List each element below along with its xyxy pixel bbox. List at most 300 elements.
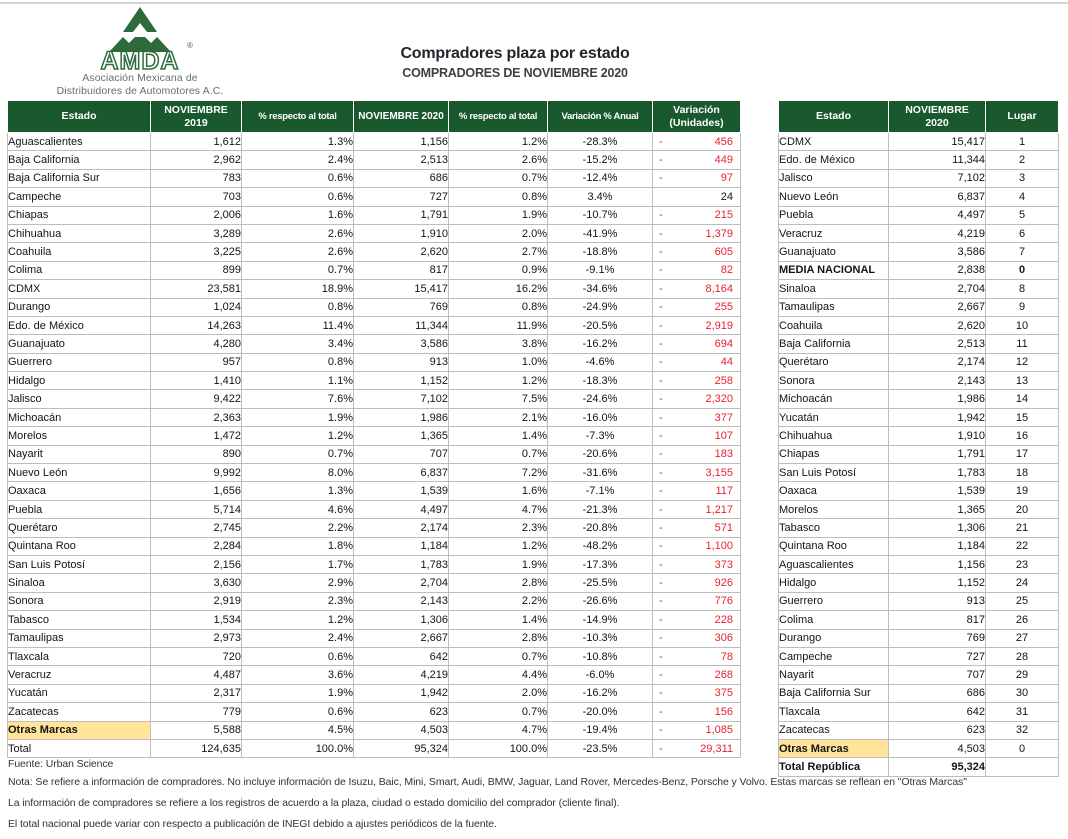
negative-dash: - — [659, 393, 663, 406]
cell-var-pct: -12.4% — [548, 169, 653, 187]
cell-nov2020: 4,503 — [889, 739, 986, 757]
cell-var-units — [653, 721, 741, 739]
cell-pct2019: 0.6% — [242, 703, 354, 721]
cell-nov2019: 1,656 — [151, 482, 242, 500]
cell-var-units — [653, 335, 741, 353]
table-row — [779, 592, 1059, 610]
cell-nov2019: 2,919 — [151, 592, 242, 610]
cell-estado: Baja California Sur — [779, 684, 889, 702]
cell-pct2020: 1.0% — [449, 353, 548, 371]
table-row — [8, 592, 741, 610]
cell-pct2020: 2.8% — [449, 574, 548, 592]
cell-nov2020: 2,174 — [354, 519, 449, 537]
cell-nov2020: 1,365 — [889, 500, 986, 518]
report-header — [232, 45, 798, 80]
var-units-value: 373 — [714, 558, 733, 571]
cell-nov2020: 4,219 — [889, 224, 986, 242]
cell-estado: Hidalgo — [779, 574, 889, 592]
negative-dash: - — [659, 595, 663, 608]
cell-pct2020: 1.4% — [449, 611, 548, 629]
cell-nov2020: 4,503 — [354, 721, 449, 739]
cell-nov2020: 2,667 — [354, 629, 449, 647]
cell-var-units — [653, 224, 741, 242]
var-units-value: 2,320 — [705, 393, 733, 406]
table-row — [779, 316, 1059, 334]
rank-col-header-nov2020: NOVIEMBRE 2020 — [889, 101, 986, 133]
cell-nov2020: 11,344 — [889, 151, 986, 169]
cell-var-units — [653, 574, 741, 592]
cell-estado: Coahuila — [8, 243, 151, 261]
var-units-value: 228 — [714, 613, 733, 626]
var-units-value: 2,919 — [705, 319, 733, 332]
cell-var-units — [653, 445, 741, 463]
cell-nov2020: 4,497 — [354, 500, 449, 518]
cell-lugar: 9 — [986, 298, 1059, 316]
cell-pct2020: 4.4% — [449, 666, 548, 684]
table-row — [779, 537, 1059, 555]
negative-dash: - — [659, 429, 663, 442]
cell-lugar: 5 — [986, 206, 1059, 224]
table-row — [8, 445, 741, 463]
cell-nov2020: 2,704 — [889, 280, 986, 298]
cell-nov2019: 14,263 — [151, 316, 242, 334]
cell-estado: Michoacán — [779, 390, 889, 408]
cell-nov2020: 1,306 — [889, 519, 986, 537]
cell-pct2020: 100.0% — [449, 739, 548, 757]
table-row — [8, 647, 741, 665]
col-header-nov2019: NOVIEMBRE 2019 — [151, 101, 242, 133]
table-row — [8, 500, 741, 518]
cell-nov2019: 2,317 — [151, 684, 242, 702]
cell-var-pct: -48.2% — [548, 537, 653, 555]
window-top-divider — [0, 2, 1068, 4]
cell-nov2020: 6,837 — [889, 188, 986, 206]
table-row — [779, 243, 1059, 261]
table-row — [8, 555, 741, 573]
cell-var-units — [653, 482, 741, 500]
cell-var-units — [653, 537, 741, 555]
negative-dash: - — [659, 135, 663, 148]
cell-nov2020: 1,986 — [354, 408, 449, 426]
cell-estado: Querétaro — [779, 353, 889, 371]
cell-nov2020: 6,837 — [354, 464, 449, 482]
table-row — [8, 684, 741, 702]
table-row — [779, 335, 1059, 353]
table-row — [779, 464, 1059, 482]
cell-pct2019: 2.4% — [242, 629, 354, 647]
table-row — [8, 316, 741, 334]
cell-estado: Quintana Roo — [8, 537, 151, 555]
brands-note: Nota: Se refiere a información de compradores. No incluye información de Isuzu, Baic, Mini, Smart, Audi, BMW, Jaguar, Land Rover, Mercedes-Benz, Porsche y Volvo. Estas marcas se reflean en "Otras Marcas" — [8, 776, 967, 788]
cell-estado: Colima — [8, 261, 151, 279]
cell-pct2019: 0.8% — [242, 353, 354, 371]
cell-estado: Otras Marcas — [8, 721, 151, 739]
negative-dash: - — [659, 558, 663, 571]
cell-lugar: 7 — [986, 243, 1059, 261]
negative-dash: - — [659, 742, 663, 755]
table-row — [779, 427, 1059, 445]
cell-pct2020: 2.0% — [449, 684, 548, 702]
col-header-pct2019: % respecto al total — [242, 101, 354, 133]
cell-pct2019: 0.8% — [242, 298, 354, 316]
cell-nov2020: 1,184 — [889, 537, 986, 555]
cell-pct2019: 7.6% — [242, 390, 354, 408]
table-row — [779, 224, 1059, 242]
cell-var-units — [653, 169, 741, 187]
cell-pct2019: 4.6% — [242, 500, 354, 518]
cell-var-units — [653, 427, 741, 445]
table-row — [779, 372, 1059, 390]
cell-estado: San Luis Potosí — [8, 555, 151, 573]
cell-pct2020: 4.7% — [449, 721, 548, 739]
cell-lugar: 0 — [986, 739, 1059, 757]
cell-nov2020: 2,838 — [889, 261, 986, 279]
cell-estado: Guanajuato — [779, 243, 889, 261]
table-row — [779, 721, 1059, 739]
cell-var-pct: -25.5% — [548, 574, 653, 592]
cell-lugar: 13 — [986, 372, 1059, 390]
table-row — [8, 261, 741, 279]
cell-var-pct: -18.8% — [548, 243, 653, 261]
cell-estado: Guanajuato — [8, 335, 151, 353]
cell-lugar: 6 — [986, 224, 1059, 242]
cell-var-pct: -17.3% — [548, 555, 653, 573]
table-row — [779, 280, 1059, 298]
cell-estado: Chihuahua — [779, 427, 889, 445]
negative-dash: - — [659, 227, 663, 240]
cell-estado: Veracruz — [779, 224, 889, 242]
negative-dash: - — [659, 301, 663, 314]
rank-col-header-estado: Estado — [779, 101, 889, 133]
table-row — [779, 500, 1059, 518]
cell-nov2020: 1,791 — [889, 445, 986, 463]
cell-nov2019: 3,289 — [151, 224, 242, 242]
cell-pct2020: 0.8% — [449, 298, 548, 316]
table-row — [779, 445, 1059, 463]
cell-estado: Yucatán — [8, 684, 151, 702]
cell-var-pct: -20.6% — [548, 445, 653, 463]
negative-dash: - — [659, 540, 663, 553]
table-row — [8, 537, 741, 555]
cell-var-units — [653, 684, 741, 702]
cell-pct2019: 11.4% — [242, 316, 354, 334]
cell-estado: Hidalgo — [8, 372, 151, 390]
source-note: Fuente: Urban Science — [8, 758, 114, 770]
negative-dash: - — [659, 411, 663, 424]
negative-dash: - — [659, 319, 663, 332]
cell-pct2020: 2.2% — [449, 592, 548, 610]
col-header-nov2020: NOVIEMBRE 2020 — [354, 101, 449, 133]
negative-dash: - — [659, 705, 663, 718]
cell-nov2020: 2,513 — [354, 151, 449, 169]
cell-estado: Puebla — [779, 206, 889, 224]
cell-pct2019: 3.6% — [242, 666, 354, 684]
cell-nov2020: 1,910 — [889, 427, 986, 445]
cell-pct2019: 1.6% — [242, 206, 354, 224]
cell-nov2020: 1,156 — [354, 133, 449, 151]
cell-estado: Total — [8, 739, 151, 757]
cell-var-pct: -15.2% — [548, 151, 653, 169]
cell-pct2020: 2.8% — [449, 629, 548, 647]
cell-pct2020: 7.2% — [449, 464, 548, 482]
cell-estado: Nuevo León — [8, 464, 151, 482]
cell-lugar: 25 — [986, 592, 1059, 610]
cell-nov2020: 7,102 — [354, 390, 449, 408]
cell-lugar: 8 — [986, 280, 1059, 298]
cell-estado: Sonora — [779, 372, 889, 390]
table-row — [8, 666, 741, 684]
cell-pct2019: 0.6% — [242, 169, 354, 187]
cell-lugar: 18 — [986, 464, 1059, 482]
registry-note: La información de compradores se refiere a los registros de acuerdo a la plaza, ciudad o estado domicilio del comprador (cliente final). — [8, 797, 620, 809]
cell-nov2020: 1,942 — [354, 684, 449, 702]
cell-nov2019: 4,487 — [151, 666, 242, 684]
cell-var-pct: -20.5% — [548, 316, 653, 334]
cell-var-pct: -24.9% — [548, 298, 653, 316]
cell-nov2020: 769 — [354, 298, 449, 316]
cell-nov2020: 1,783 — [354, 555, 449, 573]
cell-estado: Durango — [8, 298, 151, 316]
cell-pct2020: 1.2% — [449, 133, 548, 151]
cell-lugar: 15 — [986, 408, 1059, 426]
cell-nov2020: 642 — [354, 647, 449, 665]
cell-nov2020: 686 — [889, 684, 986, 702]
cell-nov2019: 2,962 — [151, 151, 242, 169]
org-name-line1: Asociación Mexicana de — [82, 72, 198, 84]
cell-lugar: 26 — [986, 611, 1059, 629]
cell-pct2019: 2.3% — [242, 592, 354, 610]
cell-nov2019: 2,284 — [151, 537, 242, 555]
cell-var-units — [653, 316, 741, 334]
cell-pct2019: 1.9% — [242, 408, 354, 426]
cell-nov2020: 1,783 — [889, 464, 986, 482]
cell-nov2019: 720 — [151, 647, 242, 665]
cell-pct2019: 100.0% — [242, 739, 354, 757]
cell-pct2019: 1.3% — [242, 133, 354, 151]
cell-estado: Edo. de México — [779, 151, 889, 169]
page-title: Compradores plaza por estado — [400, 45, 630, 62]
cell-nov2019: 124,635 — [151, 739, 242, 757]
cell-var-pct: -10.8% — [548, 647, 653, 665]
cell-nov2020: 7,102 — [889, 169, 986, 187]
cell-pct2019: 0.6% — [242, 188, 354, 206]
var-units-value: 24 — [720, 190, 733, 203]
cell-lugar: 22 — [986, 537, 1059, 555]
col-header-var-pct: Variación % Anual — [548, 101, 653, 133]
cell-nov2020: 1,539 — [354, 482, 449, 500]
cell-nov2020: 707 — [354, 445, 449, 463]
cell-estado: Tabasco — [779, 519, 889, 537]
negative-dash: - — [659, 503, 663, 516]
cell-estado: Sinaloa — [8, 574, 151, 592]
cell-lugar: 4 — [986, 188, 1059, 206]
cell-var-units — [653, 390, 741, 408]
table-row — [779, 206, 1059, 224]
cell-lugar: 0 — [986, 261, 1059, 279]
cell-estado: Campeche — [779, 647, 889, 665]
cell-estado: Guerrero — [779, 592, 889, 610]
var-units-value: 1,217 — [705, 503, 733, 516]
cell-var-pct: -31.6% — [548, 464, 653, 482]
table-row — [779, 390, 1059, 408]
cell-nov2020: 15,417 — [889, 133, 986, 151]
cell-lugar: 30 — [986, 684, 1059, 702]
cell-pct2020: 0.7% — [449, 703, 548, 721]
cell-estado: Baja California — [779, 335, 889, 353]
cell-nov2019: 957 — [151, 353, 242, 371]
cell-nov2019: 2,006 — [151, 206, 242, 224]
cell-estado: Jalisco — [779, 169, 889, 187]
cell-lugar: 23 — [986, 555, 1059, 573]
table-row — [779, 666, 1059, 684]
cell-pct2020: 0.7% — [449, 169, 548, 187]
cell-pct2019: 2.2% — [242, 519, 354, 537]
cell-lugar: 14 — [986, 390, 1059, 408]
cell-var-units — [653, 555, 741, 573]
amda-logo-icon — [65, 6, 215, 72]
negative-dash: - — [659, 466, 663, 479]
table-row — [8, 372, 741, 390]
cell-nov2020: 1,539 — [889, 482, 986, 500]
negative-dash: - — [659, 448, 663, 461]
cell-lugar: 2 — [986, 151, 1059, 169]
var-units-value: 926 — [714, 577, 733, 590]
table-row — [8, 335, 741, 353]
cell-var-units — [653, 243, 741, 261]
var-units-value: 377 — [714, 411, 733, 424]
cell-var-units — [653, 206, 741, 224]
cell-var-units — [653, 133, 741, 151]
cell-pct2019: 18.9% — [242, 280, 354, 298]
cell-nov2020: 2,143 — [354, 592, 449, 610]
negative-dash: - — [659, 356, 663, 369]
var-units-value: 571 — [714, 521, 733, 534]
cell-pct2020: 0.9% — [449, 261, 548, 279]
table-row — [8, 464, 741, 482]
cell-var-pct: -21.3% — [548, 500, 653, 518]
cell-pct2020: 2.1% — [449, 408, 548, 426]
negative-dash: - — [659, 172, 663, 185]
cell-estado: Zacatecas — [8, 703, 151, 721]
cell-nov2019: 9,992 — [151, 464, 242, 482]
cell-var-pct: -9.1% — [548, 261, 653, 279]
var-units-value: 82 — [720, 264, 733, 277]
cell-nov2020: 15,417 — [354, 280, 449, 298]
cell-nov2020: 1,910 — [354, 224, 449, 242]
var-units-value: 215 — [714, 209, 733, 222]
negative-dash: - — [659, 246, 663, 259]
cell-var-pct: -19.4% — [548, 721, 653, 739]
table-row — [8, 611, 741, 629]
var-units-value: 694 — [714, 337, 733, 350]
cell-var-pct: -4.6% — [548, 353, 653, 371]
table-row — [779, 739, 1059, 757]
cell-pct2019: 8.0% — [242, 464, 354, 482]
table-row — [779, 408, 1059, 426]
cell-pct2019: 1.9% — [242, 684, 354, 702]
cell-nov2019: 2,363 — [151, 408, 242, 426]
table-row — [779, 298, 1059, 316]
col-header-estado: Estado — [8, 101, 151, 133]
cell-nov2019: 890 — [151, 445, 242, 463]
cell-lugar: 17 — [986, 445, 1059, 463]
col-header-pct2020: % respecto al total — [449, 101, 548, 133]
cell-pct2019: 1.2% — [242, 611, 354, 629]
table-row — [779, 519, 1059, 537]
table-row — [779, 151, 1059, 169]
cell-pct2020: 1.2% — [449, 537, 548, 555]
registered-mark: ® — [187, 41, 193, 50]
cell-lugar: 10 — [986, 316, 1059, 334]
cell-nov2020: 11,344 — [354, 316, 449, 334]
cell-pct2020: 7.5% — [449, 390, 548, 408]
cell-estado: Querétaro — [8, 519, 151, 537]
cell-lugar: 19 — [986, 482, 1059, 500]
cell-var-units — [653, 280, 741, 298]
table-row — [779, 574, 1059, 592]
cell-estado: MEDIA NACIONAL — [779, 261, 889, 279]
cell-pct2020: 4.7% — [449, 500, 548, 518]
cell-var-pct: -24.6% — [548, 390, 653, 408]
table-row — [8, 408, 741, 426]
cell-estado: Aguascalientes — [779, 555, 889, 573]
cell-pct2019: 3.4% — [242, 335, 354, 353]
cell-lugar: 31 — [986, 703, 1059, 721]
cell-nov2020: 2,620 — [354, 243, 449, 261]
cell-var-pct: -26.6% — [548, 592, 653, 610]
table-row — [779, 647, 1059, 665]
cell-nov2020: 2,174 — [889, 353, 986, 371]
negative-dash: - — [659, 632, 663, 645]
cell-var-units — [653, 592, 741, 610]
cell-var-units — [653, 372, 741, 390]
cell-estado: Colima — [779, 611, 889, 629]
cell-nov2020: 623 — [889, 721, 986, 739]
var-units-value: 3,155 — [705, 466, 733, 479]
cell-var-pct: -16.2% — [548, 684, 653, 702]
cell-estado: Otras Marcas — [779, 739, 889, 757]
cell-lugar: 24 — [986, 574, 1059, 592]
cell-pct2019: 1.1% — [242, 372, 354, 390]
var-units-value: 183 — [714, 448, 733, 461]
cell-nov2020: 727 — [354, 188, 449, 206]
cell-nov2019: 4,280 — [151, 335, 242, 353]
cell-nov2020: 623 — [354, 703, 449, 721]
cell-nov2020: 1,791 — [354, 206, 449, 224]
cell-estado: Puebla — [8, 500, 151, 518]
cell-estado: CDMX — [8, 280, 151, 298]
cell-pct2019: 0.7% — [242, 445, 354, 463]
cell-pct2019: 1.8% — [242, 537, 354, 555]
var-units-value: 78 — [720, 650, 733, 663]
main-table — [7, 100, 741, 758]
cell-var-pct: -7.1% — [548, 482, 653, 500]
cell-pct2019: 2.6% — [242, 224, 354, 242]
cell-var-pct: -18.3% — [548, 372, 653, 390]
cell-var-pct: -16.2% — [548, 335, 653, 353]
cell-var-pct: -6.0% — [548, 666, 653, 684]
cell-estado: Nayarit — [779, 666, 889, 684]
cell-nov2020: 3,586 — [889, 243, 986, 261]
cell-var-units — [653, 464, 741, 482]
org-name-line2: Distribuidores de Automotores A.C. — [56, 85, 224, 97]
negative-dash: - — [659, 577, 663, 590]
cell-var-units — [653, 739, 741, 757]
var-units-value: 375 — [714, 687, 733, 700]
cell-nov2020: 817 — [354, 261, 449, 279]
var-units-value: 268 — [714, 669, 733, 682]
negative-dash: - — [659, 669, 663, 682]
